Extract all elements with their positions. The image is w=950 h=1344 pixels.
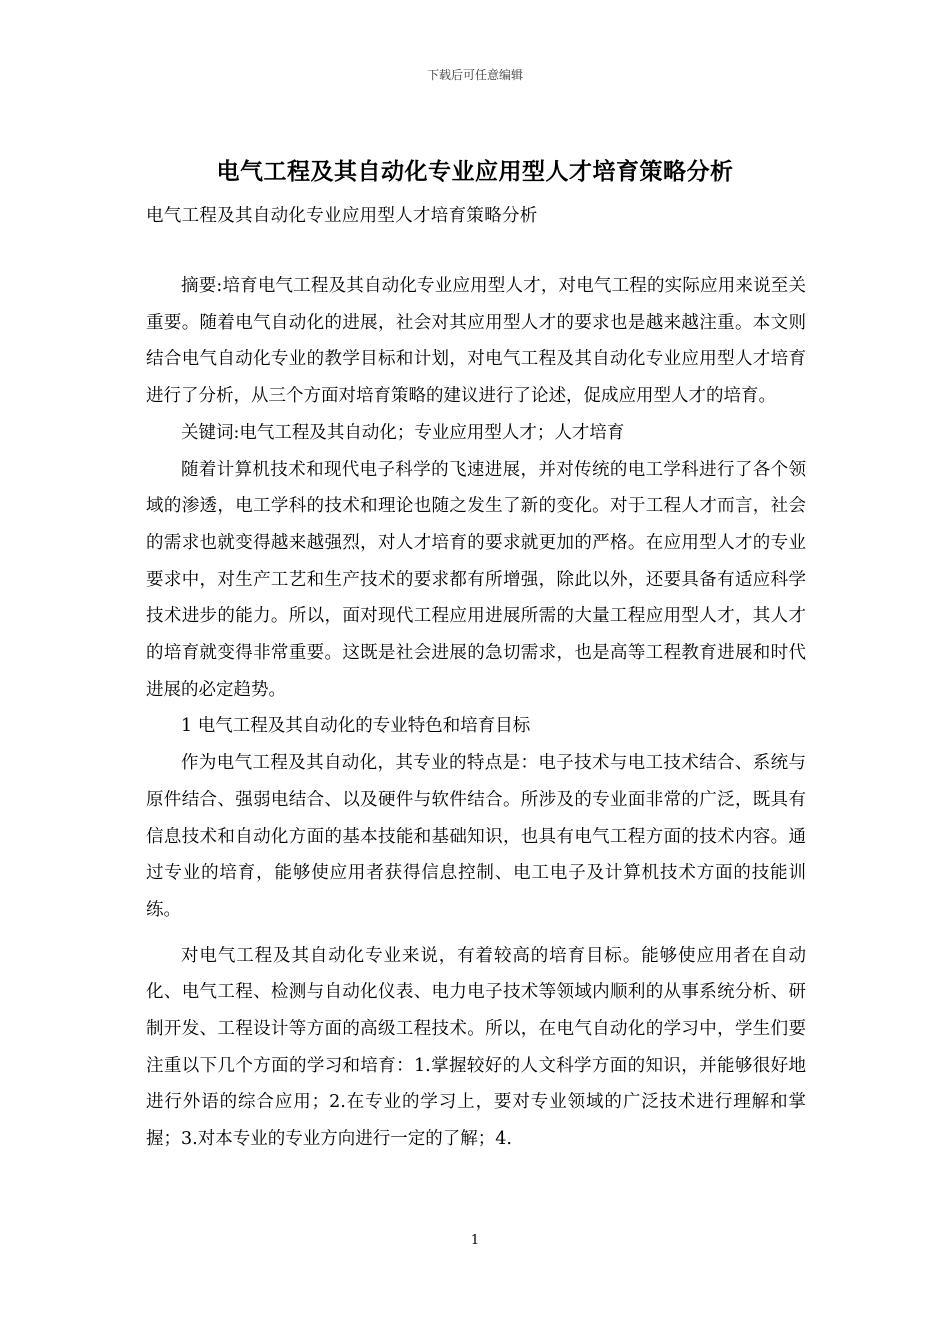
document-subtitle: 电气工程及其自动化专业应用型人才培育策略分析: [146, 206, 538, 226]
header-note: 下载后可任意编辑: [426, 68, 523, 82]
intro-paragraph: 随着计算机技术和现代电子科学的飞速进展，并对传统的电工学科进行了各个领域的渗透，电工学科的技术和理论也随之发生了新的变化。对于工程人才而言，社会的需求也就变得越来越强烈，对人才培育的要求就更加的严格。在应用型人才的专业要求中，对生产工艺和生产技术的要求都有所增强，除此以外，还要具备有适应科学技术进步的能力。所以，面对现代工程应用进展所需的大量工程应用型人才，其人才的培育就变得非常重要。这既是社会进展的急切需求，也是高等工程教育进展和时代进展的必定趋势。: [146, 459, 806, 700]
page-number: 1: [470, 1233, 480, 1248]
body-paragraph: 对电气工程及其自动化专业来说，有着较高的培育目标。能够使应用者在自动化、电气工程、检测与自动化仪表、电力电子技术等领域内顺利的从事系统分析、研制开发、工程设计等方面的高级工程技术。所以，在电气自动化的学习中，学生们要注重以下几个方面的学习和培育：1.掌握较好的人文科学方面的知识，并能够很好地进行外语的综合应用；2.在专业的学习上，要对专业领域的广泛技术进行理解和掌握；3.对本专业的专业方向进行一定的了解；4.: [146, 945, 806, 1150]
document-body: [146, 268, 806, 1158]
document-title: 电气工程及其自动化专业应用型人才培育策略分析: [216, 158, 734, 185]
body-paragraph: 作为电气工程及其自动化，其专业的特点是：电子技术与电工技术结合、系统与原件结合、强弱电结合、以及硬件与软件结合。所涉及的专业面非常的广泛，既具有信息技术和自动化方面的基本技能和基础知识，也具有电气工程方面的技术内容。通过专业的培育，能够使应用者获得信息控制、电工电子及计算机技术方面的技能训练。: [146, 753, 806, 920]
abstract-paragraph: 摘要:培育电气工程及其自动化专业应用型人才，对电气工程的实际应用来说至关重要。随着电气自动化的进展，社会对其应用型人才的要求也是越来越注重。本文则结合电气自动化专业的教学目标和计划，对电气工程及其自动化专业应用型人才培育进行了分析，从三个方面对培育策略的建议进行了论述，促成应用型人才的培育。: [146, 276, 806, 407]
keywords-paragraph: 关键词:电气工程及其自动化；专业应用型人才；人才培育: [181, 422, 625, 443]
section-heading: 1 电气工程及其自动化的专业特色和培育目标: [181, 716, 531, 737]
